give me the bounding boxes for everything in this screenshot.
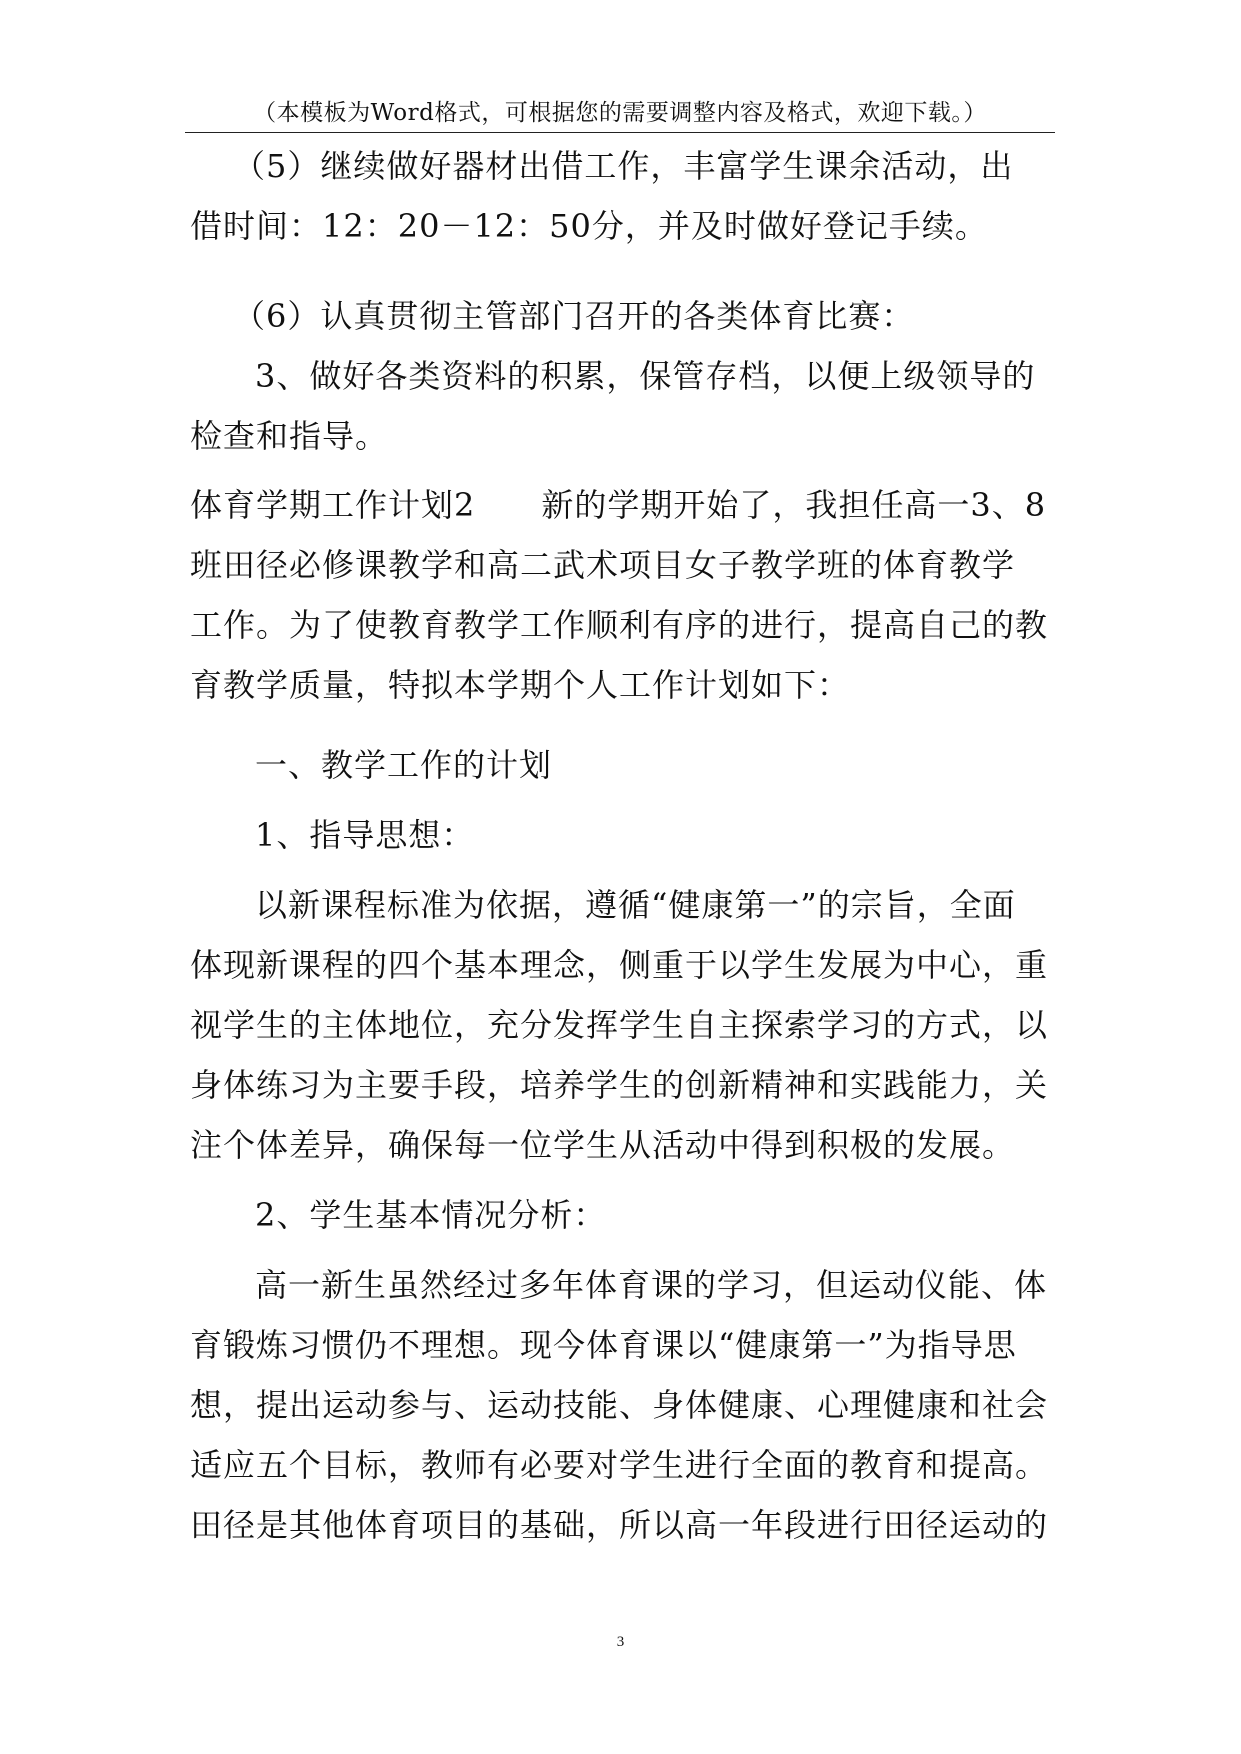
body-line: 育锻炼习惯仍不理想。现今体育课以“健康第一”为指导思 [190,1326,1017,1364]
body-line: 适应五个目标，教师有必要对学生进行全面的教育和提高。 [190,1446,1049,1484]
template-header-note: （本模板为Word格式，可根据您的需要调整内容及格式，欢迎下载。） [253,100,987,126]
body-line: 以新课程标准为依据，遵循“健康第一”的宗旨，全面 [255,886,1016,924]
header-divider [185,132,1055,133]
subsection-heading: 1、指导思想： [255,816,475,854]
body-line: 身体练习为主要手段，培养学生的创新精神和实践能力，关 [190,1066,1049,1104]
body-line: 借时间：12：20－12：50分，并及时做好登记手续。 [190,207,988,245]
body-line: （6）认真贯彻主管部门召开的各类体育比赛： [233,297,915,335]
subsection-heading: 2、学生基本情况分析： [255,1196,607,1234]
body-line: 工作。为了使教育教学工作顺利有序的进行，提高自己的教 [190,606,1049,644]
page-number: 3 [616,1634,625,1650]
section-heading: 一、教学工作的计划 [255,746,553,784]
body-line: 育教学质量，特拟本学期个人工作计划如下： [190,666,851,704]
body-line: 视学生的主体地位，充分发挥学生自主探索学习的方式，以 [190,1006,1049,1044]
body-line: 想，提出运动参与、运动技能、身体健康、心理健康和社会 [190,1386,1049,1424]
body-line: 高一新生虽然经过多年体育课的学习，但运动仪能、体 [255,1266,1048,1304]
body-line: 田径是其他体育项目的基础，所以高一年段进行田径运动的 [190,1506,1049,1544]
body-line: 体育学期工作计划2 新的学期开始了，我担任高一3、8 [190,486,1047,524]
body-line: 注个体差异，确保每一位学生从活动中得到积极的发展。 [190,1126,1016,1164]
body-line: 班田径必修课教学和高二武术项目女子教学班的体育教学 [190,546,1016,584]
body-line: 体现新课程的四个基本理念，侧重于以学生发展为中心，重 [190,946,1049,984]
body-line: 3、做好各类资料的积累，保管存档，以便上级领导的 [255,357,1036,395]
body-line: （5）继续做好器材出借工作，丰富学生课余活动，出 [233,147,1014,185]
body-line: 检查和指导。 [190,417,389,455]
